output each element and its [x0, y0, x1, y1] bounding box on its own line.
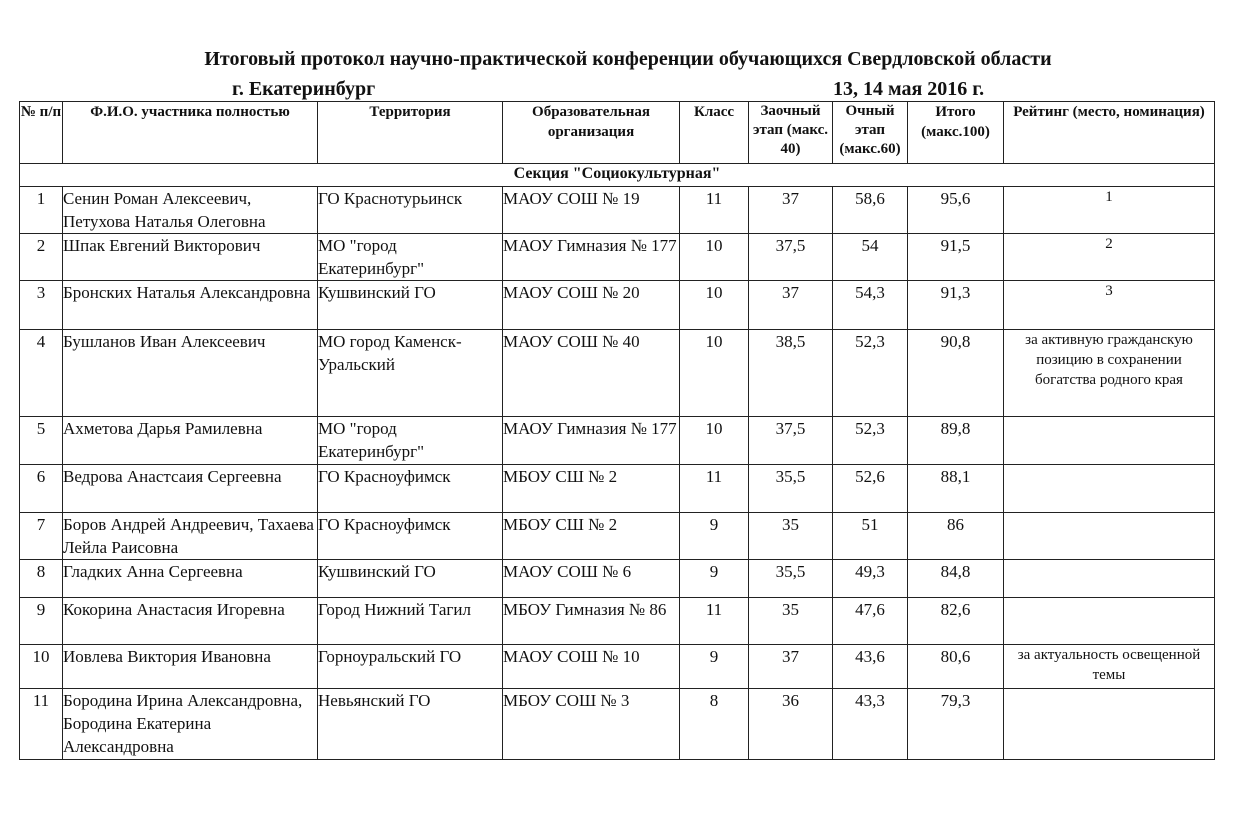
cell-remote: 35	[749, 598, 833, 645]
cell-grade: 10	[680, 234, 749, 281]
cell-grade: 11	[680, 598, 749, 645]
cell-total: 90,8	[908, 330, 1004, 417]
cell-remote: 37	[749, 187, 833, 234]
cell-org: МБОУ Гимназия № 86	[503, 598, 680, 645]
cell-territory: ГО Краснотурьинск	[318, 187, 503, 234]
cell-remote: 35,5	[749, 465, 833, 513]
cell-name: Шпак Евгений Викторович	[63, 234, 318, 281]
header-territory: Территория	[318, 102, 503, 164]
cell-inperson: 49,3	[833, 560, 908, 598]
cell-remote: 36	[749, 689, 833, 760]
cell-rating	[1004, 689, 1215, 760]
cell-rating	[1004, 598, 1215, 645]
cell-inperson: 47,6	[833, 598, 908, 645]
results-table	[19, 101, 1215, 760]
table-row	[20, 330, 1215, 417]
cell-grade: 10	[680, 417, 749, 465]
cell-total: 91,3	[908, 281, 1004, 330]
table-row	[20, 281, 1215, 330]
cell-name: Бушланов Иван Алексеевич	[63, 330, 318, 417]
cell-total: 84,8	[908, 560, 1004, 598]
table-row	[20, 234, 1215, 281]
table-body	[20, 164, 1215, 760]
cell-inperson: 54	[833, 234, 908, 281]
cell-inperson: 52,3	[833, 330, 908, 417]
cell-num: 3	[20, 281, 63, 330]
cell-name: Сенин Роман Алексеевич, Петухова Наталья Олеговна	[63, 187, 318, 234]
cell-inperson: 58,6	[833, 187, 908, 234]
cell-territory: Невьянский ГО	[318, 689, 503, 760]
cell-grade: 10	[680, 330, 749, 417]
header-grade: Класс	[680, 102, 749, 164]
cell-inperson: 52,3	[833, 417, 908, 465]
cell-rating: 2	[1004, 234, 1215, 281]
date-label: 13, 14 мая 2016 г.	[833, 78, 985, 100]
cell-name: Бронских Наталья Александровна	[63, 281, 318, 330]
cell-territory: МО "город Екатеринбург"	[318, 234, 503, 281]
table-row	[20, 645, 1215, 689]
cell-total: 88,1	[908, 465, 1004, 513]
cell-territory: Кушвинский ГО	[318, 281, 503, 330]
cell-num: 8	[20, 560, 63, 598]
cell-territory: МО "город Екатеринбург"	[318, 417, 503, 465]
cell-rating: 1	[1004, 187, 1215, 234]
cell-name: Ведрова Анастсаия Сергеевна	[63, 465, 318, 513]
cell-name: Боров Андрей Андреевич, Тахаева Лейла Раисовна	[63, 513, 318, 560]
cell-inperson: 43,3	[833, 689, 908, 760]
header-num: № п/п	[20, 102, 63, 164]
table-row	[20, 689, 1215, 760]
table-row	[20, 598, 1215, 645]
cell-inperson: 54,3	[833, 281, 908, 330]
cell-remote: 35,5	[749, 560, 833, 598]
cell-name: Ахметова Дарья Рамилевна	[63, 417, 318, 465]
cell-territory: ГО Красноуфимск	[318, 465, 503, 513]
cell-remote: 38,5	[749, 330, 833, 417]
cell-org: МАОУ Гимназия № 177	[503, 234, 680, 281]
cell-remote: 37,5	[749, 234, 833, 281]
cell-org: МАОУ СОШ № 6	[503, 560, 680, 598]
cell-rating	[1004, 560, 1215, 598]
header-rating: Рейтинг (место, номинация)	[1004, 102, 1215, 164]
cell-remote: 37	[749, 645, 833, 689]
cell-org: МАОУ СОШ № 40	[503, 330, 680, 417]
table-row	[20, 417, 1215, 465]
cell-rating	[1004, 417, 1215, 465]
section-title: Секция "Социокультурная"	[20, 164, 1215, 187]
cell-num: 5	[20, 417, 63, 465]
cell-remote: 37	[749, 281, 833, 330]
cell-org: МАОУ СОШ № 20	[503, 281, 680, 330]
cell-name: Гладких Анна Сергеевна	[63, 560, 318, 598]
header-remote: Заочный этап (макс. 40)	[749, 102, 833, 164]
cell-total: 91,5	[908, 234, 1004, 281]
cell-total: 95,6	[908, 187, 1004, 234]
cell-num: 10	[20, 645, 63, 689]
table-row	[20, 465, 1215, 513]
cell-inperson: 52,6	[833, 465, 908, 513]
cell-org: МБОУ СШ № 2	[503, 513, 680, 560]
section-row	[20, 164, 1215, 187]
cell-num: 7	[20, 513, 63, 560]
cell-rating: за актуальность освещенной темы	[1004, 645, 1215, 689]
cell-total: 86	[908, 513, 1004, 560]
cell-total: 89,8	[908, 417, 1004, 465]
cell-org: МБОУ СОШ № 3	[503, 689, 680, 760]
cell-name: Иовлева Виктория Ивановна	[63, 645, 318, 689]
header-total: Итого (макс.100)	[908, 102, 1004, 164]
cell-org: МАОУ СОШ № 10	[503, 645, 680, 689]
cell-org: МБОУ СШ № 2	[503, 465, 680, 513]
cell-total: 82,6	[908, 598, 1004, 645]
cell-territory: Горноуральский ГО	[318, 645, 503, 689]
cell-org: МАОУ СОШ № 19	[503, 187, 680, 234]
cell-inperson: 43,6	[833, 645, 908, 689]
city-label: г. Екатеринбург	[232, 78, 376, 100]
cell-num: 1	[20, 187, 63, 234]
header-name: Ф.И.О. участника полностью	[63, 102, 318, 164]
cell-grade: 10	[680, 281, 749, 330]
header-row	[20, 102, 1215, 164]
cell-rating: 3	[1004, 281, 1215, 330]
table-row	[20, 513, 1215, 560]
cell-org: МАОУ Гимназия № 177	[503, 417, 680, 465]
cell-grade: 8	[680, 689, 749, 760]
cell-rating	[1004, 513, 1215, 560]
document-title: Итоговый протокол научно-практической конференции обучающихся Свердловской области	[204, 48, 1052, 70]
cell-num: 2	[20, 234, 63, 281]
cell-grade: 11	[680, 465, 749, 513]
cell-name: Кокорина Анастасия Игоревна	[63, 598, 318, 645]
table-row	[20, 560, 1215, 598]
cell-grade: 9	[680, 645, 749, 689]
cell-name: Бородина Ирина Александровна, Бородина Екатерина Александровна	[63, 689, 318, 760]
cell-territory: Город Нижний Тагил	[318, 598, 503, 645]
cell-grade: 9	[680, 560, 749, 598]
cell-num: 4	[20, 330, 63, 417]
cell-territory: ГО Красноуфимск	[318, 513, 503, 560]
cell-total: 80,6	[908, 645, 1004, 689]
cell-rating	[1004, 465, 1215, 513]
cell-total: 79,3	[908, 689, 1004, 760]
cell-remote: 37,5	[749, 417, 833, 465]
cell-num: 9	[20, 598, 63, 645]
table-row	[20, 187, 1215, 234]
header-org: Образовательная организация	[503, 102, 680, 164]
cell-inperson: 51	[833, 513, 908, 560]
cell-territory: Кушвинский ГО	[318, 560, 503, 598]
cell-territory: МО город Каменск-Уральский	[318, 330, 503, 417]
cell-num: 6	[20, 465, 63, 513]
cell-grade: 11	[680, 187, 749, 234]
cell-rating: за активную гражданскую позицию в сохранении богатства родного края	[1004, 330, 1215, 417]
cell-num: 11	[20, 689, 63, 760]
cell-remote: 35	[749, 513, 833, 560]
cell-grade: 9	[680, 513, 749, 560]
header-inperson: Очный этап (макс.60)	[833, 102, 908, 164]
